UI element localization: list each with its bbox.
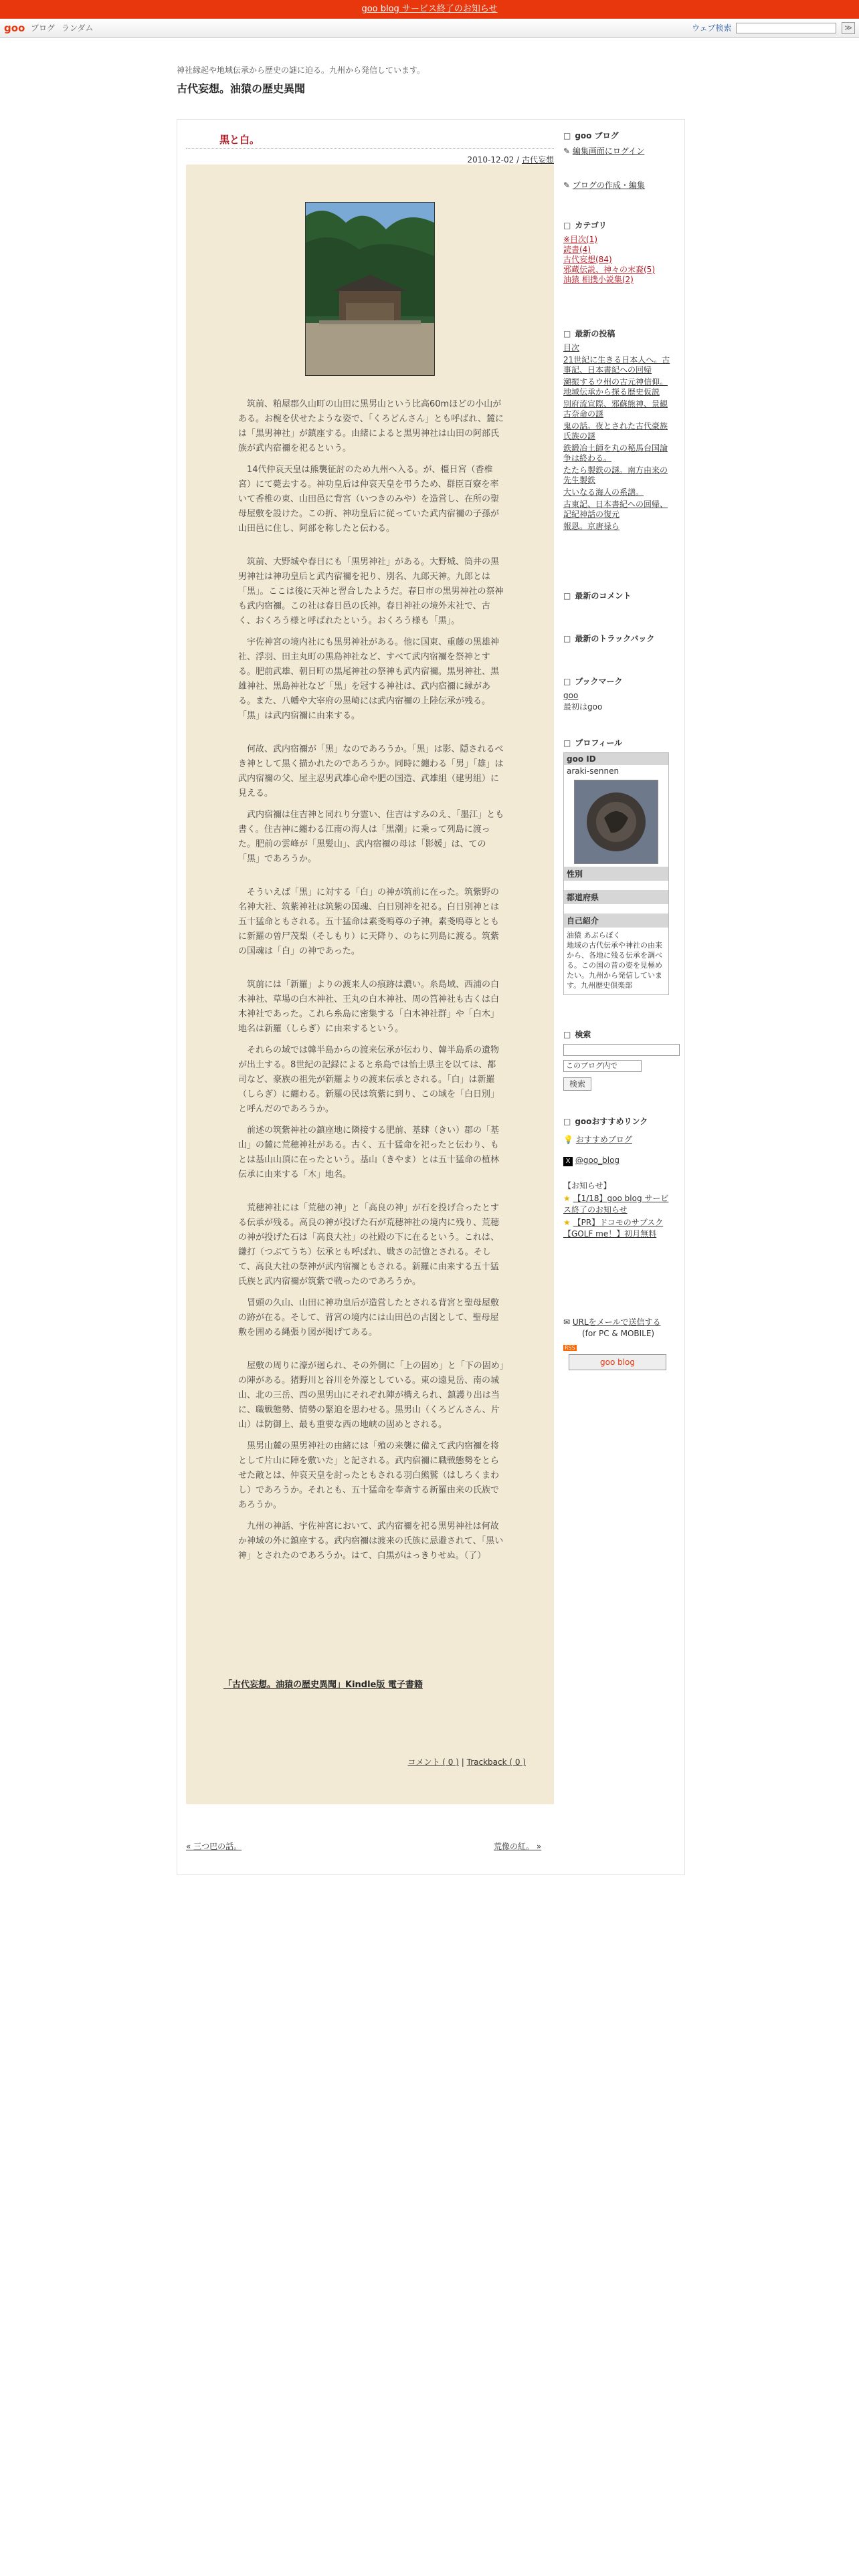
recent-post-link[interactable]: 目次 <box>563 343 580 352</box>
prev-entry-link[interactable]: « 三つ巴の話。 <box>186 1842 242 1851</box>
avatar-image <box>575 780 658 863</box>
category-section <box>563 219 670 318</box>
shrine-photo-image <box>306 203 434 375</box>
recent-post-link[interactable]: 鉄鍛冶土師を丸の秘馬台国論争は終わる。 <box>563 443 668 463</box>
web-search-label: ウェブ検索 <box>692 23 732 33</box>
entry-paragraph: そういえば「黒」に対する「白」の神が筑前に在った。筑紫野の名神大社、筑紫神社は筑紫の国魂、白日別神を祀る。白日別神とは五十猛命ともされる。五十猛命は素戔鳴尊の子神。素戔鳴尊とともに新羅の曽尸茂梨（そしもり）に天降り、のちに列島に渡る。筑紫の国魂は「白」の神であった。 <box>238 887 500 956</box>
bookmark-link[interactable]: goo <box>563 691 579 700</box>
region-label: 都道府県 <box>564 890 668 904</box>
goo-id-label: goo ID <box>564 753 668 765</box>
recent-post-link[interactable]: たたら製鉄の謎。南方由来の先生製鉄 <box>563 465 668 485</box>
recent-post-link[interactable]: 報恩。京唐禄ら <box>563 522 620 531</box>
mail-icon: ✉ <box>563 1317 571 1327</box>
nav-random-link[interactable]: ランダム <box>62 23 94 33</box>
bookmark-link[interactable]: 最初はgoo <box>563 702 603 712</box>
goo-links-section <box>563 1115 670 1316</box>
entry-paragraph: 九州の神話、宇佐神宮において、武内宿禰を祀る黒男神社は何故か神域の外に鎮座する。武内宿禰は渡来の氏族に忌避されて、「黒い神」とされたのであろうか。はて、白黒がはっきりせぬ。（了） <box>238 1521 504 1561</box>
notice-row-1 <box>563 1192 670 1215</box>
profile-heading: □ プロフィール <box>563 737 670 748</box>
entry-date: 2010-12-02 <box>467 155 514 165</box>
login-link[interactable]: 編集画面にログイン <box>572 146 645 156</box>
bookmark-section <box>563 675 670 737</box>
entry-paragraph: 前述の筑紫神社の鎮座地に隣接する肥前、基肆（きい）郡の「基山」の麓に荒穂神社がある。古く、五十猛命を祀ったと伝わり、もとは基山山頂に在ったという。基山（きやま）とは五十猛命の植林伝承に由来する「木」地名。 <box>238 1125 500 1180</box>
next-entry-link[interactable]: 荒像の紅。 » <box>494 1842 542 1851</box>
entry-paragraph: 荒穂神社には「荒穂の神」と「高良の神」が石を投げ合ったとする伝承が残る。高良の神が投げた石が荒穂神社の境内に残り、荒穂の神が投げた石は「高良大社」の社殿の下に在るという。これは、鎌打（つぶてうち）伝承とも呼ばれ、戦さの記憶とされる。そして、高良大社の祭神が武内宿禰ともされる。新羅に由来する五十猛氏族と武内宿禰が筑紫で戦ったのであろうか。 <box>238 1203 500 1287</box>
star-icon: ★ <box>563 1218 571 1227</box>
entry-category-link[interactable]: 古代妄想 <box>521 155 554 165</box>
rss-badge[interactable]: RSS <box>565 1345 575 1351</box>
bookmark-heading: □ ブックマーク <box>563 675 670 687</box>
entry-text <box>238 397 504 1582</box>
category-heading: □ カテゴリ <box>563 219 670 231</box>
intro-label: 自己紹介 <box>564 914 668 928</box>
goo-blog-badge[interactable]: goo blog <box>569 1354 666 1370</box>
create-link[interactable]: ブログの作成・編集 <box>572 181 645 190</box>
entry-paragraph: 筑前には「新羅」よりの渡来人の痕跡は濃い。糸島域、西浦の白木神社、草場の白木神社、王丸の白木神社、周の筥神社も古くは白木神社であった。これら糸島に密集する「白木神社群」や「白木」地名は新羅（しらぎ）に由来するという。 <box>238 980 500 1034</box>
create-row <box>563 179 670 191</box>
category-link[interactable]: 油猿 相撲小説集(2) <box>563 275 634 284</box>
comment-link[interactable]: コメント ( 0 ) <box>407 1757 459 1767</box>
search-section <box>563 1029 670 1115</box>
web-search-button[interactable]: ≫ <box>842 22 855 34</box>
pencil-icon: ✎ <box>563 146 571 156</box>
mail-note: (for PC & MOBILE) <box>582 1329 655 1338</box>
x-account-link[interactable]: @goo_blog <box>575 1156 620 1165</box>
banner-link[interactable]: goo blog サービス終了のお知らせ <box>361 4 498 14</box>
notice-title: 【お知らせ】 <box>563 1181 611 1190</box>
comments-heading: □ 最新のコメント <box>563 590 670 601</box>
entry-paragraph: 筑前、粕屋郡久山町の山田に黒男山という比高60mほどの小山がある。お椀を伏せたような姿で、「くろどんさん」とも呼ばれ、麓には「黒男神社」が鎮座する。由緒によると黒男神社は山田の阿部氏族が武内宿禰を祀るという。 <box>238 399 504 453</box>
web-search-input[interactable] <box>736 23 836 33</box>
entry-body <box>186 165 554 1804</box>
blog-title[interactable]: 古代妄想。油猿の歴史異聞 <box>177 82 306 95</box>
recent-post-link[interactable]: 大いなる海人の系譜。 <box>563 488 644 497</box>
lightbulb-icon: 💡 <box>563 1135 573 1144</box>
intro-text: 油猿 あぶらぼく 地域の古代伝承や神社の由来から、各地に残る伝承を調べる。この国の昔の姿を見極めたい。九州から発信しています。九州歴史倶楽部 <box>567 931 662 990</box>
notice-link-1[interactable]: 【1/18】goo blog サービス終了のお知らせ <box>563 1194 669 1214</box>
entry-paragraph: 宇佐神宮の境内社にも黒男神社がある。他に国東、重藤の黒雄神社、浮羽、田主丸町の黒島神社など、すべて武内宿禰を祭神とする。肥前武雄、朝日町の黒尾神社の祭神も武内宿禰。黒男神社、黒雄神社、黒島神社など「黒」を冠する神社は、武内宿禰に縁がある。また、八幡や大宰府の黒崎には武内宿禰の上陸伝承が残る。「黒」は武内宿禰に由来する。 <box>238 637 500 721</box>
mail-link[interactable]: URLをメールで送信する <box>572 1317 661 1327</box>
entry-title[interactable]: 黒と白。 <box>219 134 260 146</box>
recommend-row <box>563 1134 670 1145</box>
entry-paragraph: 何故、武内宿禰が「黒」なのであろうか。「黒」は影、隠されるべき神として黒く描かれたのであろうか。同時に纏わる「男」「雄」は武内宿禰の父、屋主忍男武雄心命や肥の国造、武雄組（建男組）に見える。 <box>238 744 504 798</box>
entry-paragraph: 黒男山麓の黒男神社の由緒には「殖の来襲に備えて武内宿禰を将として片山に陣を敷いた」と記される。武内宿禰に職戦態勢をとらせた敵とは、仲哀天皇を討ったともされる羽白熊鷲（はしろくまわし）であろうか。それとも、五十猛命を奉斎する新羅由来の氏族であろうか。 <box>238 1441 500 1510</box>
sidebar <box>563 130 670 1370</box>
goo-id-value[interactable]: araki-sennen <box>567 766 619 776</box>
bookmark-list <box>563 691 670 712</box>
recent-post-link[interactable]: 別府流宣際、邪蘇熊神、景観古奈命の謎 <box>563 399 668 419</box>
goo-blog-heading: □ goo ブログ <box>563 130 670 141</box>
mail-row <box>563 1316 670 1327</box>
recent-section <box>563 328 670 590</box>
comments-section <box>563 590 670 633</box>
shrine-photo <box>305 202 435 376</box>
search-scope-select[interactable]: このブログ内で <box>563 1060 642 1072</box>
pencil-icon: ✎ <box>563 181 571 190</box>
entry-paragraph: それらの域では韓半島からの渡来伝承が伝わり、韓半島系の遺物が出土する。8世紀の記録によると糸島では怡土県主を以ては、都司など、豪族の祖先が新羅よりの渡来伝承とされる。「白」は新羅（しらぎ）に纏わる。新羅の民は筑紫に到り、この域を「白日別」と呼んだのであろうか。 <box>238 1045 500 1114</box>
entry-divider <box>186 148 554 149</box>
search-heading: □ 検索 <box>563 1029 670 1040</box>
star-icon: ★ <box>563 1194 571 1203</box>
blog-tagline: 神社縁起や地域伝承から歴史の謎に迫る。九州から発信しています。 <box>177 66 425 75</box>
profile-section <box>563 737 670 1029</box>
trackbacks-section <box>563 633 670 675</box>
goo-logo[interactable]: goo <box>4 22 25 34</box>
notice-row-2 <box>563 1216 670 1239</box>
recent-post-link[interactable]: 古東記、日本書紀への回帰、記紀神話の復元 <box>563 500 668 519</box>
gender-label: 性別 <box>564 867 668 881</box>
nav-blog-link[interactable]: ブログ <box>31 23 56 33</box>
x-logo-icon: X <box>563 1157 573 1166</box>
recommend-link[interactable]: おすすめブログ <box>575 1135 632 1144</box>
recent-list <box>563 343 670 532</box>
recent-post-link[interactable]: 21世紀に生きる日本人へ。古事記、日本書紀への回帰 <box>563 355 670 374</box>
blog-search-button[interactable]: 検索 <box>563 1077 591 1091</box>
category-list <box>563 235 670 285</box>
recent-post-link[interactable]: 鬼の話。夜とされた古代豪族氏族の謎 <box>563 421 668 441</box>
notice-link-2[interactable]: 【PR】ドコモのサブスク【GOLF me！】初月無料 <box>563 1218 664 1239</box>
profile-avatar[interactable] <box>574 780 658 864</box>
trackbacks-heading: □ 最新のトラックバック <box>563 633 670 644</box>
entry-paragraph: 冒頭の久山、山田に神功皇后が造営したとされる背宮と聖母屋敷の跡が在る。そして、背宮の境内には山田邑の古図として、聖母屋敷を囲める縄張り図が掲げてある。 <box>238 1298 500 1337</box>
goo-links-heading: □ gooおすすめリンク <box>563 1115 670 1127</box>
category-link[interactable]: 読書(4) <box>563 245 591 254</box>
profile-box <box>563 752 669 995</box>
kindle-book-link[interactable]: 「古代妄想。油猿の歴史異聞」Kindle版 電子書籍 <box>223 1680 423 1690</box>
recent-post-link[interactable]: 瀬振するウ州の古元神信仰。地域伝承から探る歴史仮説 <box>563 377 668 397</box>
mail-section <box>563 1316 670 1370</box>
entry-paragraph: 14代仲哀天皇は熊襲征討のため九州へ入る。が、橿日宮（香椎宮）にて薨去する。神功皇后は仲哀天皇を弔うため、群臣百寮を率いて香椎の東、山田邑に背宮（いつきのみや）を造営し、在所の聖母屋敷を設けた。この折、神功皇后に従っていた武内宿禰の子孫が山田邑に住し、阿部を称したと伝わる。 <box>238 465 500 534</box>
category-link[interactable]: 古代妄想(84) <box>563 255 612 264</box>
goo-top-nav <box>0 19 859 38</box>
meta-separator: / <box>516 155 520 165</box>
x-row <box>563 1156 670 1166</box>
entry-footer <box>407 1756 526 1767</box>
entry-paragraph: 武内宿禰は住吉神と同れり分霊い、住吉はすみのえ、「墨江」とも書く。住吉神に纏わる江南の海人は「黒潮」に乗って列島に渡った。肥前の雲峰が「黒髪山」、武内宿禰の母は「影媛」は、ての「黒」であろうか。 <box>238 810 504 864</box>
entry-paragraph: 屋敷の周りに濠が廻られ、その外側に「上の固め」と「下の固め」の陣がある。猪野川と谷川を外濠としている。東の遠見岳、南の城山、北の三岳、西の黒男山にそれぞれ陣が構えられ、鎮護り出は当に、職戦態勢、情勢の緊迫を思わせる。黒男山（くろどんさん、片山）は防御上、最も重要な西の地峡の固めとされる。 <box>238 1361 504 1430</box>
blog-search-input[interactable] <box>563 1044 680 1056</box>
category-link[interactable]: ※目次(1) <box>563 235 598 244</box>
footer-divider: | <box>461 1757 464 1767</box>
recent-heading: □ 最新の投稿 <box>563 328 670 339</box>
trackback-link[interactable]: Trackback ( 0 ) <box>466 1757 526 1767</box>
entry-paragraph: 筑前、大野城や春日にも「黒男神社」がある。大野城、筒井の黒男神社は神功皇后と武内宿禰を祀り、別名、九郎天神。九郎とは「黒」。ここは後に天神と習合したようだ。春日市の黒男神社の祭神も武内宿禰。この社は春日邑の氏神。春日神社の境外末社で、古く、おくろう様と呼ばれたという。おくろう様も「黒」。 <box>238 557 504 626</box>
entry-meta <box>468 154 554 165</box>
goo-blog-section <box>563 130 670 190</box>
category-link[interactable]: 邪蔵伝説、神々の末裔(5) <box>563 265 655 274</box>
login-row <box>563 145 670 156</box>
service-end-banner[interactable] <box>0 0 859 19</box>
